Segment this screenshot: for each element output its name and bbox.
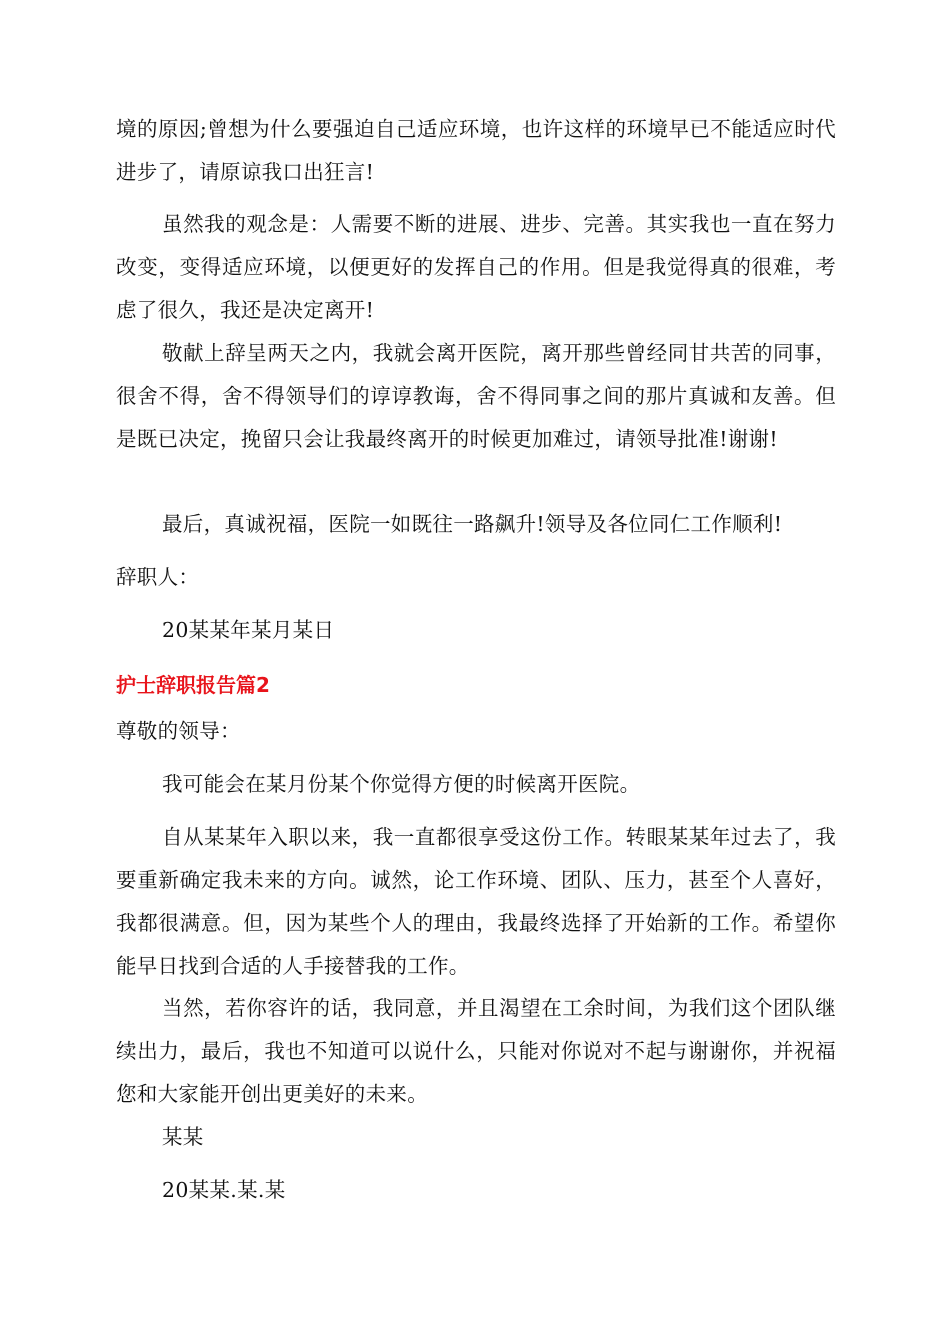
paragraph-reason: 自从某某年入职以来，我一直都很享受这份工作。转眼某某年过去了，我要重新确定我未来的方向。诚然，论工作环境、团队、压力，甚至个人喜好，我都很满意。但，因为某些个人的理由，我最终选择了开始新的工作。希望你能早日找到合适的人手接替我的工作。	[116, 825, 836, 978]
paragraph-resignation: 敬献上辞呈两天之内，我就会离开医院，离开那些曾经同甘共苦的同事，很舍不得，舍不得领导们的谆谆教诲，舍不得同事之间的那片真诚和友善。但是既已决定，挽留只会让我最终离开的时候更加难过，请领导批准!谢谢!	[116, 341, 836, 451]
paragraph-belief: 虽然我的观念是：人需要不断的进展、进步、完善。其实我也一直在努力改变，变得适应环境，以便更好的发挥自己的作用。但是我觉得真的很难，考虑了很久，我还是决定离开!	[116, 212, 836, 322]
date-line: 20某某年某月某日	[162, 618, 335, 642]
signature-label: 辞职人：	[116, 565, 200, 589]
date-line-2: 20某某.某.某	[162, 1178, 286, 1202]
paragraph-closing: 当然，若你容许的话，我同意，并且渴望在工余时间，为我们这个团队继续出力，最后，我也不知道可以说什么，只能对你说对不起与谢谢你，并祝福您和大家能开创出更美好的未来。	[116, 996, 836, 1106]
paragraph-environment: 境的原因;曾想为什么要强迫自己适应环境，也许这样的环境早已不能适应时代进步了，请原谅我口出狂言!	[116, 117, 836, 184]
section-heading: 护士辞职报告篇2	[116, 673, 270, 697]
salutation: 尊敬的领导：	[116, 719, 241, 743]
paragraph-blessing: 最后，真诚祝福，医院一如既往一路飙升!领导及各位同仁工作顺利!	[162, 512, 783, 536]
signer-name: 某某	[162, 1125, 204, 1149]
paragraph-leaving: 我可能会在某月份某个你觉得方便的时候离开医院。	[162, 772, 641, 796]
